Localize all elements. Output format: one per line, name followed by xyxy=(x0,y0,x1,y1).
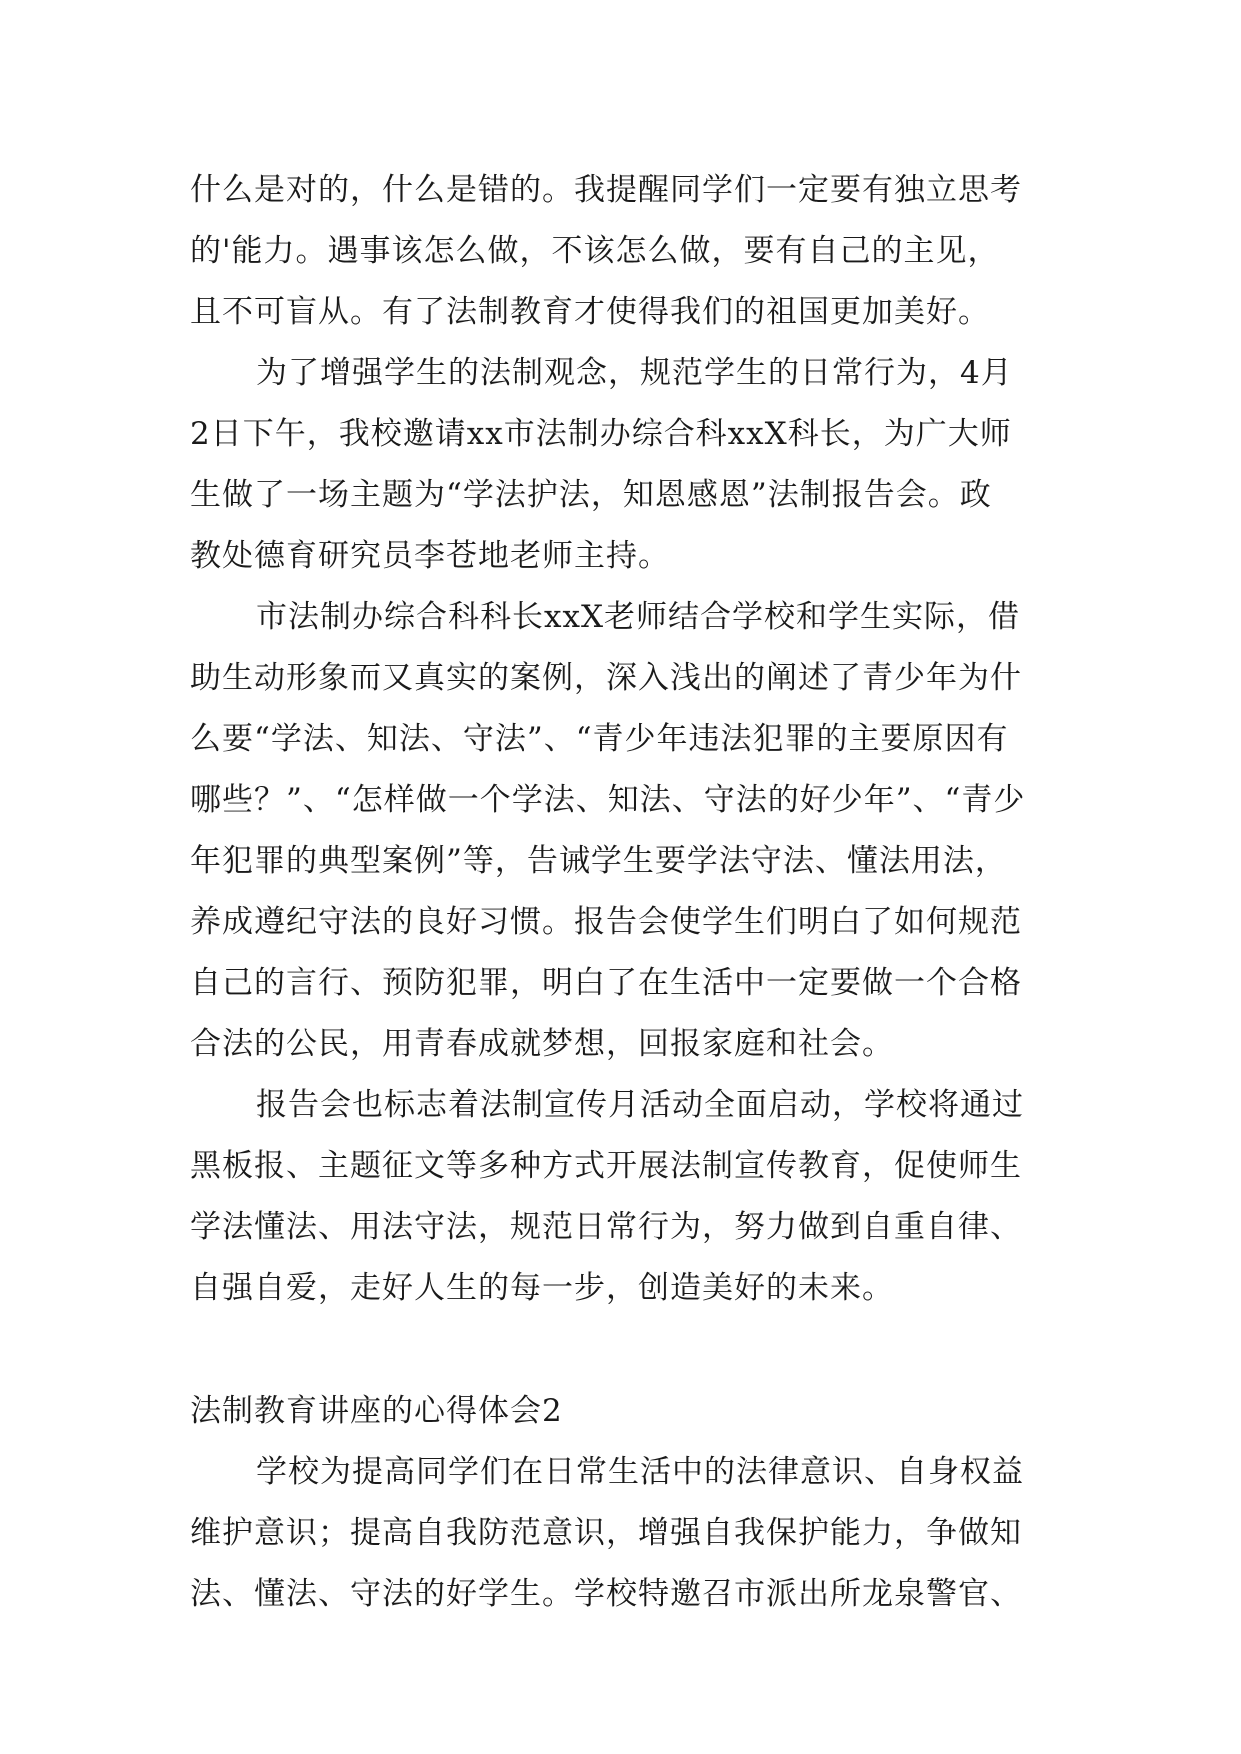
paragraph-1 xyxy=(190,160,1070,343)
text-line: 学法懂法、用法守法，规范日常行为，努力做到自重自律、 xyxy=(190,1209,1022,1245)
document-body xyxy=(190,160,1070,1625)
text-line: 养成遵纪守法的良好习惯。报告会使学生们明白了如何规范 xyxy=(190,904,1022,940)
text-line: 为了增强学生的法制观念，规范学生的日常行为，4月 xyxy=(256,355,1013,391)
paragraph-2 xyxy=(190,343,1070,587)
text-line: 且不可盲从。有了法制教育才使得我们的祖国更加美好。 xyxy=(190,294,990,330)
text-line: 年犯罪的典型案例”等，告诫学生要学法守法、懂法用法， xyxy=(190,843,1007,879)
text-line: 生做了一场主题为“学法护法，知恩感恩”法制报告会。政 xyxy=(190,477,992,513)
text-line: 报告会也标志着法制宣传月活动全面启动，学校将通过 xyxy=(256,1087,1024,1123)
section-paragraph xyxy=(190,1442,1070,1625)
text-line: 自己的言行、预防犯罪，明白了在生活中一定要做一个合格 xyxy=(190,965,1022,1001)
paragraph-3 xyxy=(190,587,1070,1075)
section-heading: 法制教育讲座的心得体会2 xyxy=(190,1393,563,1429)
text-line: 助生动形象而又真实的案例，深入浅出的阐述了青少年为什 xyxy=(190,660,1022,696)
text-line: 自强自爱，走好人生的每一步，创造美好的未来。 xyxy=(190,1270,894,1306)
text-line: 法、懂法、守法的好学生。学校特邀召市派出所龙泉警官、 xyxy=(190,1576,1022,1612)
text-line: 么要“学法、知法、守法”、“青少年违法犯罪的主要原因有 xyxy=(190,721,1009,757)
text-line: 教处德育研究员李苍地老师主持。 xyxy=(190,538,670,574)
text-line: 黑板报、主题征文等多种方式开展法制宣传教育，促使师生 xyxy=(190,1148,1022,1184)
text-line: 的'能力。遇事该怎么做，不该怎么做，要有自己的主见， xyxy=(190,233,1000,269)
text-line: 什么是对的，什么是错的。我提醒同学们一定要有独立思考 xyxy=(190,172,1022,208)
text-line: 哪些？”、“怎样做一个学法、知法、守法的好少年”、“青少 xyxy=(190,782,1026,818)
section-spacer xyxy=(190,1319,1070,1381)
text-line: 学校为提高同学们在日常生活中的法律意识、自身权益 xyxy=(256,1454,1024,1490)
text-line: 市法制办综合科科长xxX老师结合学校和学生实际，借 xyxy=(256,599,1021,635)
text-line: 维护意识；提高自我防范意识，增强自我保护能力，争做知 xyxy=(190,1515,1022,1551)
paragraph-4 xyxy=(190,1075,1070,1319)
text-line: 2日下午，我校邀请xx市法制办综合科xxX科长，为广大师 xyxy=(190,416,1012,452)
text-line: 合法的公民，用青春成就梦想，回报家庭和社会。 xyxy=(190,1026,894,1062)
